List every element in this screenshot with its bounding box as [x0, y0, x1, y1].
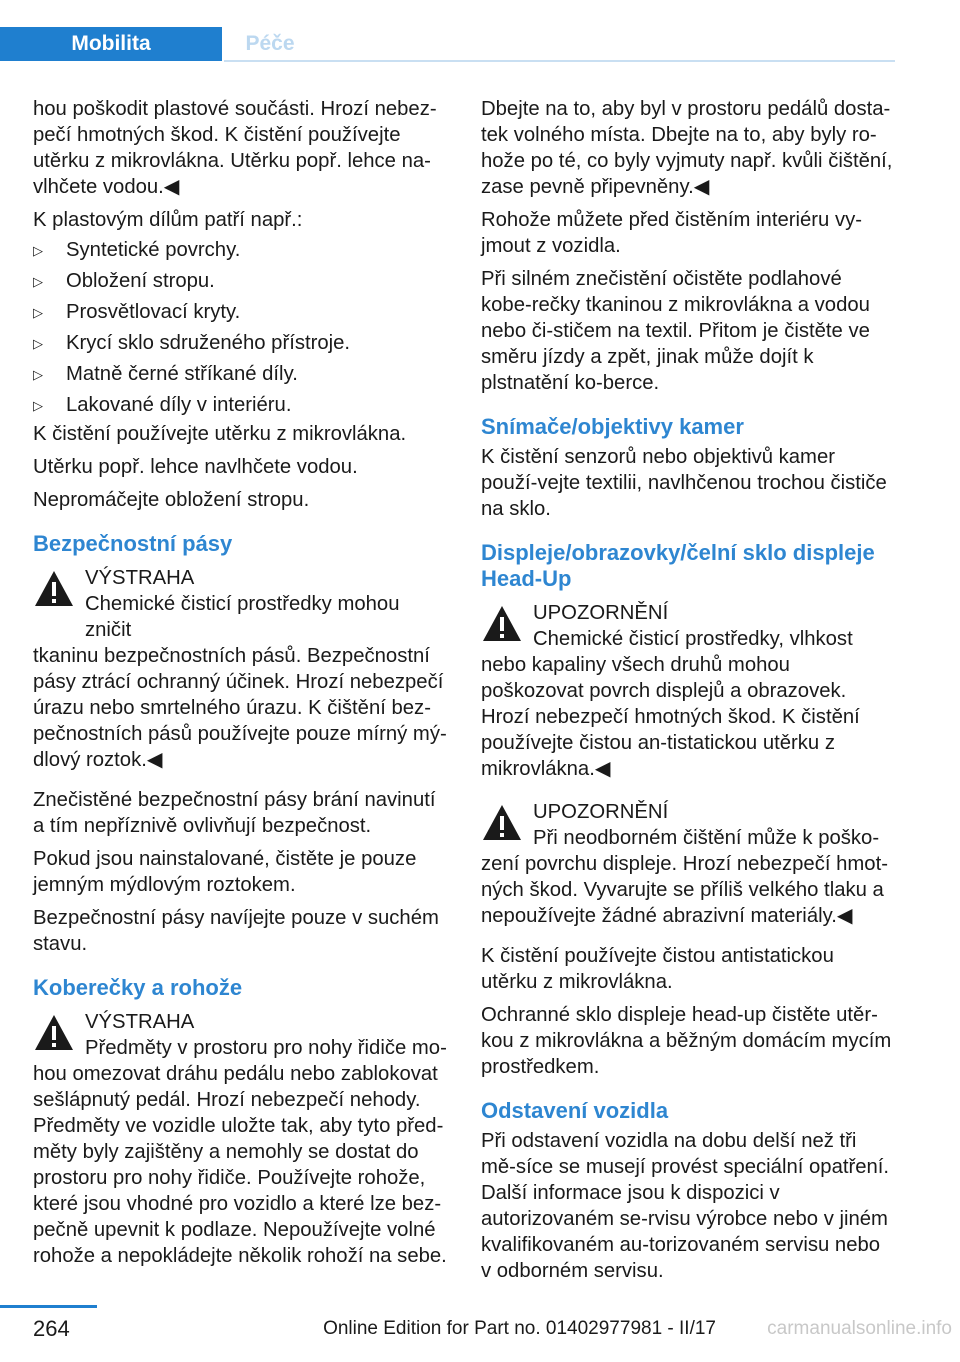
paragraph: Pokud jsou nainstalované, čistěte je pouze jemným mýdlovým roztokem. — [33, 848, 417, 896]
triangle-bullet-icon: ▷ — [33, 305, 43, 320]
tab-pece[interactable]: Péče — [224, 27, 316, 61]
warning-triangle-icon — [481, 604, 523, 644]
triangle-bullet-icon: ▷ — [33, 336, 43, 351]
list-item — [33, 390, 448, 421]
plastic-parts-list — [33, 235, 448, 421]
left-column — [33, 96, 448, 1276]
warning-triangle-icon — [481, 803, 523, 843]
caution-text: Chemické čisticí prostředky, vlhkost — [533, 628, 853, 650]
section-heading: Snímače/objektivy kamer — [481, 414, 744, 439]
tab-mobilita[interactable]: Mobilita — [0, 27, 222, 61]
section-heading: Odstavení vozidla — [481, 1098, 669, 1123]
paragraph: Při silném znečistění očistěte podlahové kobe-rečky tkaninou z mikrovlákna a vodou nebo či-stičem na textil. Přitom je čistěte ve směru jízdy a zpět, jinak může dojít k plstnatění ko-berce. — [481, 268, 870, 394]
list-item-text: Obložení stropu. — [66, 270, 215, 292]
list-item — [33, 235, 448, 266]
warning-text: Chemické čisticí prostředky mohou zničit — [85, 593, 400, 641]
warning-title: VÝSTRAHA — [85, 1011, 195, 1033]
warning-block — [33, 1009, 448, 1269]
list-item-text: Syntetické povrchy. — [66, 239, 241, 261]
list-item-text: Prosvětlovací kryty. — [66, 301, 241, 323]
list-item — [33, 266, 448, 297]
list-item — [33, 359, 448, 390]
triangle-bullet-icon: ▷ — [33, 243, 43, 258]
caution-title: UPOZORNĚNÍ — [533, 801, 669, 823]
paragraph: Znečistěné bezpečnostní pásy brání navinutí a tím nepříznivě ovlivňují bezpečnost. — [33, 789, 436, 837]
paragraph: Bezpečnostní pásy navíjejte pouze v suchém stavu. — [33, 907, 439, 955]
triangle-bullet-icon: ▷ — [33, 367, 43, 382]
triangle-bullet-icon: ▷ — [33, 274, 43, 289]
paragraph: K plastovým dílům patří např.: — [33, 209, 303, 231]
section-heading: Bezpečnostní pásy — [33, 531, 233, 556]
chapter-tabs — [0, 27, 895, 61]
list-item-text: Krycí sklo sdruženého přístroje. — [66, 332, 351, 354]
paragraph: Při odstavení vozidla na dobu delší než tři mě-síce se musejí provést speciální opatření. Další informace jsou k dispozici v autorizovaném se-rvisu výrobce nebo v jiném kvalifikovaném au-torizovaném servisu nebo v odborném servisu. — [481, 1130, 890, 1282]
warning-triangle-icon — [33, 1013, 75, 1053]
paragraph: K čistění používejte čistou antistatickou utěrku z mikrovlákna. — [481, 945, 834, 993]
paragraph: Dbejte na to, aby byl v prostoru pedálů dosta-tek volného místa. Dbejte na to, aby byly ro-hože po té, co byly vyjmuty např. kvůli čištění, zase pevně připevněny.◀ — [481, 98, 893, 198]
section-heading: Koberečky a rohože — [33, 975, 243, 1000]
section-heading: Displeje/obrazovky/čelní sklo displeje Head-Up — [481, 540, 875, 591]
warning-text: hou omezovat dráhu pedálu nebo zablokovat sešlápnutý pedál. Hrozí nebezpečí nehody. Předměty ve vozidle uložte tak, aby tyto před-měty byly zajištěny a nemohly se dostat do prostoru pro nohy řidiče. Používejte rohože, které jsou vhodné pro vozidlo a které lze bez-pečně upevnit k podlaze. Nepoužívejte volné rohože a nepokládejte několik rohoží na sebe. — [33, 1063, 447, 1267]
warning-title: VÝSTRAHA — [85, 567, 195, 589]
caution-text: Při neodborném čištění může k poško- — [533, 827, 880, 849]
paragraph: Rohože můžete před čistěním interiéru vy-jmout z vozidla. — [481, 209, 862, 257]
caution-block — [481, 600, 893, 782]
watermark: carmanualsonline.info — [767, 1318, 952, 1339]
caution-text: nebo kapaliny všech druhů mohou poškozovat povrch displejů a obrazovek. Hrozí nebezpečí hmotných škod. K čistění používejte čistou an-tistatickou utěrku z mikrovlákna.◀ — [481, 654, 860, 780]
caution-block — [481, 799, 893, 929]
right-column — [481, 96, 893, 1291]
warning-triangle-icon — [33, 569, 75, 609]
warning-text: tkaninu bezpečnostních pásů. Bezpečnostní pásy ztrácí ochranný účinek. Hrozí nebezpečí úrazu nebo smrtelného úrazu. K čištění bez-pečnostních pásů používejte pouze mírný mý-dlový roztok.◀ — [33, 645, 447, 771]
warning-block — [33, 565, 448, 773]
list-item — [33, 297, 448, 328]
list-item — [33, 328, 448, 359]
paragraph: Ochranné sklo displeje head-up čistěte utěr-kou z mikrovlákna a běžným domácím mycím prostředkem. — [481, 1004, 892, 1078]
footer-accent-line — [0, 1305, 97, 1308]
triangle-bullet-icon: ▷ — [33, 398, 43, 413]
paragraph: Nepromáčejte obložení stropu. — [33, 489, 310, 511]
tab-underline — [224, 60, 895, 62]
caution-text: zení povrchu displeje. Hrozí nebezpečí hmot-ných škod. Vyvarujte se příliš velkého tlaku a nepoužívejte žádné abrazivní materiály.◀ — [481, 853, 888, 927]
list-item-text: Matně černé stříkané díly. — [66, 363, 298, 385]
warning-text: Předměty v prostoru pro nohy řidiče mo- — [85, 1037, 447, 1059]
list-item-text: Lakované díly v interiéru. — [66, 394, 292, 416]
paragraph: K čistění používejte utěrku z mikrovlákna. — [33, 423, 407, 445]
paragraph: hou poškodit plastové součásti. Hrozí nebez-pečí hmotných škod. K čistění používejte utěrku z mikrovlákna. Utěrku popř. lehce na-vlhčete vodou.◀ — [33, 98, 437, 198]
paragraph: Utěrku popř. lehce navlhčete vodou. — [33, 456, 358, 478]
caution-title: UPOZORNĚNÍ — [533, 602, 669, 624]
page-number: 264 — [33, 1316, 70, 1341]
edition-note: Online Edition for Part no. 01402977981 - II/17 — [323, 1318, 716, 1339]
paragraph: K čistění senzorů nebo objektivů kamer použí-vejte textilii, navlhčenou trochou čističe na sklo. — [481, 446, 887, 520]
